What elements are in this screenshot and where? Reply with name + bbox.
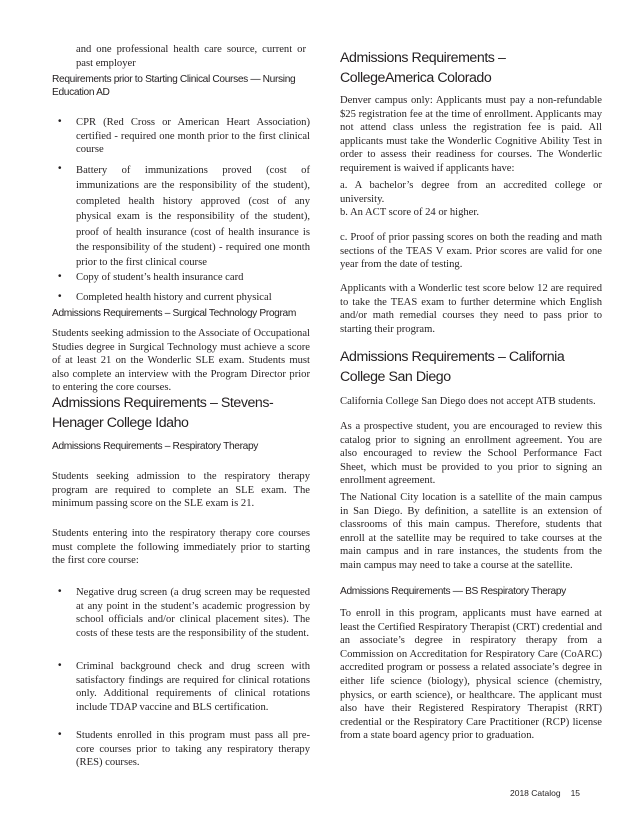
collegeamerica-option-c: c. Proof of prior passing scores on both the reading and math sections of the TEAS V exam. Prior scores are valid for one year from the date of testing. (340, 232, 602, 271)
list-item-text: Negative drug screen (a drug screen may be requested at any point in the student’s academic progression by school officials and/or clinical placement sites). The costs of these tests are the responsibility of the student. (76, 587, 310, 639)
list-item (52, 660, 310, 714)
bullet-icon: • (58, 660, 62, 671)
collegeamerica-paragraph-1: Denver campus only: Applicants must pay a non-refundable $25 registration fee at the time of enrollment. Applicants may not attend class unless the registration fee is paid. All applicants must take the Wonderlic Cognitive Ability Test in order to assess their readiness for courses. The Wonderlic requirement is waived if applicants have: (340, 95, 602, 174)
list-item (52, 729, 310, 770)
list-item (52, 271, 310, 285)
bullet-icon: • (58, 116, 62, 127)
list-item (52, 291, 310, 305)
page-footer (510, 788, 580, 798)
continuation-text: and one professional health care source, current or past employer (76, 44, 306, 69)
california-college-heading: Admissions Requirements – California College San Diego (340, 349, 565, 385)
list-item-text: CPR (Red Cross or American Heart Association) certified - required one month prior to the first clinical course (76, 117, 310, 156)
page-number: 15 (570, 788, 581, 798)
list-item-text: Copy of student’s health insurance card (76, 272, 244, 283)
bs-respiratory-heading: Admissions Requirements — BS Respiratory Therapy (340, 586, 566, 597)
list-item (52, 116, 310, 157)
stevens-henager-heading: Admissions Requirements – Stevens-Henager College Idaho (52, 395, 274, 431)
california-college-paragraph-1: California College San Diego does not accept ATB students. (340, 396, 596, 407)
surgical-paragraph: Students seeking admission to the Associate of Occupational Studies degree in Surgical Technology must achieve a score of at least 21 on the Wonderlic SLE exam. Students must also complete an interview with the Program Director prior to entering the core courses. (52, 328, 310, 394)
collegeamerica-heading: Admissions Requirements – CollegeAmerica Colorado (340, 50, 506, 86)
bullet-icon: • (58, 163, 62, 174)
list-item-text: Battery of immunizations proved (cost of immunizations are the responsibility of the student), completed health history approved (cost of any physical exam is the responsibility of the student), proof of health insurance (cost of health insurance is the responsibility of the student) - required one month prior to the first clinical course (76, 165, 310, 269)
respiratory-heading: Admissions Requirements – Respiratory Therapy (52, 441, 259, 452)
list-item (52, 586, 310, 640)
list-item-text: Criminal background check and drug screen with satisfactory findings are required for clinical rotations only. Additional requirements of clinical rotations include TDAP vaccine and BLS certification. (76, 661, 310, 713)
bullet-icon: • (58, 271, 62, 282)
bs-respiratory-paragraph: To enroll in this program, applicants must have earned at least the Certified Respiratory Therapist (CRT) credential and an associate’s degree in respiratory therapy from a Commission on Accreditation for Respiratory Care (CoARC) accredited program or possess a related associate’s degree in either life science (biology), physical science (chemistry, physics, or earth science), or healthcare. The applicant must also have their Registered Respiratory Therapist (RRT) credential or the Respiratory Care Practitioner (RCP) license from a state board agency prior to graduation. (340, 608, 602, 742)
nursing-requirements-heading: Requirements prior to Starting Clinical Courses — Nursing Education AD (52, 74, 296, 98)
california-college-paragraph-2: As a prospective student, you are encouraged to review this catalog prior to signing an enrollment agreement. You are also encouraged to review the School Performance Fact Sheet, which must be provided to you prior to signing an enrollment agreement. (340, 421, 602, 487)
california-college-paragraph-3: The National City location is a satellite of the main campus in San Diego. By definition, a satellite is an extension of classrooms of this main campus. Therefore, students that enroll at the satellite may be required to take courses at the main campus and in rare instances, the students from the main campus may need to take a course at the satellite. (340, 492, 602, 571)
catalog-label: 2018 Catalog (510, 788, 561, 798)
respiratory-paragraph-2: Students entering into the respiratory therapy core courses must complete the following immediately prior to starting the first core course: (52, 528, 310, 567)
collegeamerica-option-a: a. A bachelor’s degree from an accredited college or university. (340, 180, 602, 205)
collegeamerica-paragraph-2: Applicants with a Wonderlic test score below 12 are required to take the TEAS exam to further determine which English and/or math remedial courses they need to pass prior to starting their program. (340, 283, 602, 335)
surgical-heading: Admissions Requirements – Surgical Technology Program (52, 308, 296, 319)
bullet-icon: • (58, 586, 62, 597)
list-item-text: Completed health history and current physical (76, 292, 272, 303)
list-item (52, 163, 310, 271)
collegeamerica-option-b: b. An ACT score of 24 or higher. (340, 207, 479, 218)
bullet-icon: • (58, 291, 62, 302)
respiratory-paragraph-1: Students seeking admission to the respiratory therapy program are required to complete an SLE exam. The minimum passing score on the SLE exam is 21. (52, 471, 310, 510)
list-item-text: Students enrolled in this program must pass all pre-core courses prior to taking any respiratory therapy (RES) courses. (76, 730, 310, 769)
bullet-icon: • (58, 729, 62, 740)
